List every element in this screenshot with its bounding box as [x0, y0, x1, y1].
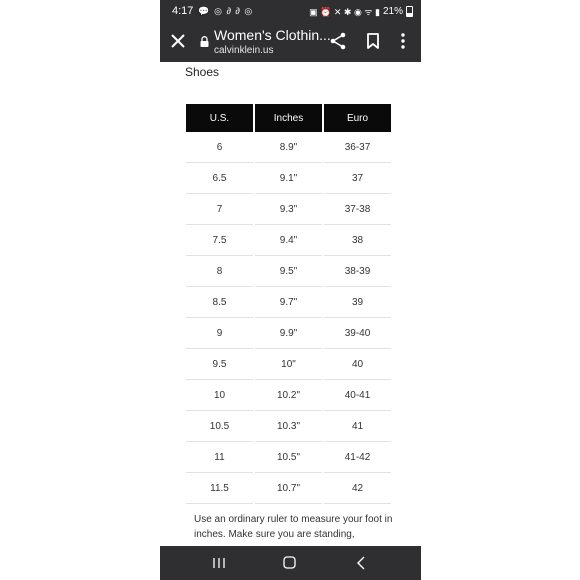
lock-icon — [200, 36, 209, 47]
table-body — [186, 132, 394, 504]
cell-euro-size: 38-39 — [324, 256, 391, 287]
table-row — [186, 163, 394, 194]
phone-screen — [160, 0, 421, 580]
bookmark-icon[interactable] — [363, 31, 383, 51]
share-icon[interactable] — [328, 31, 348, 51]
table-row — [186, 442, 394, 473]
system-status-icons: ▣ ⏰ ✕ ✱ ◉ ᯤ ▮ — [309, 6, 380, 17]
notification-icons: 💬 ◎ ∂ ∂ ◎ — [198, 5, 254, 16]
table-row — [186, 411, 394, 442]
cell-us-size: 6.5 — [186, 163, 253, 194]
cell-inches: 9.9" — [255, 318, 322, 349]
cell-inches: 9.1" — [255, 163, 322, 194]
cell-inches: 9.7" — [255, 287, 322, 318]
cell-euro-size: 37-38 — [324, 194, 391, 225]
page-url[interactable]: calvinklein.us — [214, 45, 274, 56]
cell-us-size: 8.5 — [186, 287, 253, 318]
cell-us-size: 9 — [186, 318, 253, 349]
home-icon[interactable] — [283, 556, 296, 569]
cell-euro-size: 38 — [324, 225, 391, 256]
cell-euro-size: 36-37 — [324, 132, 391, 163]
cell-euro-size: 39 — [324, 287, 391, 318]
cell-inches: 10.5" — [255, 442, 322, 473]
cell-us-size: 8 — [186, 256, 253, 287]
cell-inches: 10.7" — [255, 473, 322, 504]
cell-inches: 9.5" — [255, 256, 322, 287]
measure-instructions: Use an ordinary ruler to measure your foot in inches. Make sure you are standing, — [194, 514, 393, 540]
cell-inches: 10" — [255, 349, 322, 380]
system-icons — [309, 5, 413, 18]
cell-us-size: 11 — [186, 442, 253, 473]
browser-toolbar — [160, 22, 421, 62]
battery-icon — [406, 6, 413, 17]
cell-euro-size: 41 — [324, 411, 391, 442]
cell-inches: 8.9" — [255, 132, 322, 163]
cell-euro-size: 41-42 — [324, 442, 391, 473]
page-title[interactable]: Women's Clothin... — [214, 27, 331, 43]
table-row — [186, 132, 394, 163]
cell-us-size: 10 — [186, 380, 253, 411]
cell-euro-size: 40 — [324, 349, 391, 380]
header-euro: Euro — [324, 104, 391, 132]
cell-inches: 10.3" — [255, 411, 322, 442]
cell-inches: 9.4" — [255, 225, 322, 256]
navigation-bar — [160, 546, 421, 580]
table-row — [186, 225, 394, 256]
shoe-size-table — [186, 104, 394, 504]
cell-us-size: 11.5 — [186, 473, 253, 504]
cell-us-size: 10.5 — [186, 411, 253, 442]
cell-euro-size: 39-40 — [324, 318, 391, 349]
table-row — [186, 194, 394, 225]
cell-us-size: 6 — [186, 132, 253, 163]
more-options-icon[interactable] — [396, 31, 410, 51]
cell-euro-size: 42 — [324, 473, 391, 504]
cell-inches: 9.3" — [255, 194, 322, 225]
table-header — [186, 104, 394, 132]
back-icon[interactable] — [356, 556, 366, 570]
battery-percent: 21% — [382, 5, 403, 17]
cell-us-size: 9.5 — [186, 349, 253, 380]
header-us: U.S. — [186, 104, 253, 132]
close-icon[interactable] — [168, 31, 188, 51]
cell-euro-size: 40-41 — [324, 380, 391, 411]
page-content — [160, 62, 421, 546]
table-row — [186, 287, 394, 318]
header-inches: Inches — [255, 104, 322, 132]
cell-inches: 10.2" — [255, 380, 322, 411]
status-time: 4:17 — [172, 5, 194, 17]
table-row — [186, 256, 394, 287]
cell-euro-size: 37 — [324, 163, 391, 194]
status-bar — [160, 0, 421, 22]
recent-apps-icon[interactable] — [212, 557, 226, 569]
table-row — [186, 318, 394, 349]
cell-us-size: 7 — [186, 194, 253, 225]
table-row — [186, 473, 394, 504]
cell-us-size: 7.5 — [186, 225, 253, 256]
table-row — [186, 349, 394, 380]
table-row — [186, 380, 394, 411]
section-title: Shoes — [185, 65, 220, 79]
